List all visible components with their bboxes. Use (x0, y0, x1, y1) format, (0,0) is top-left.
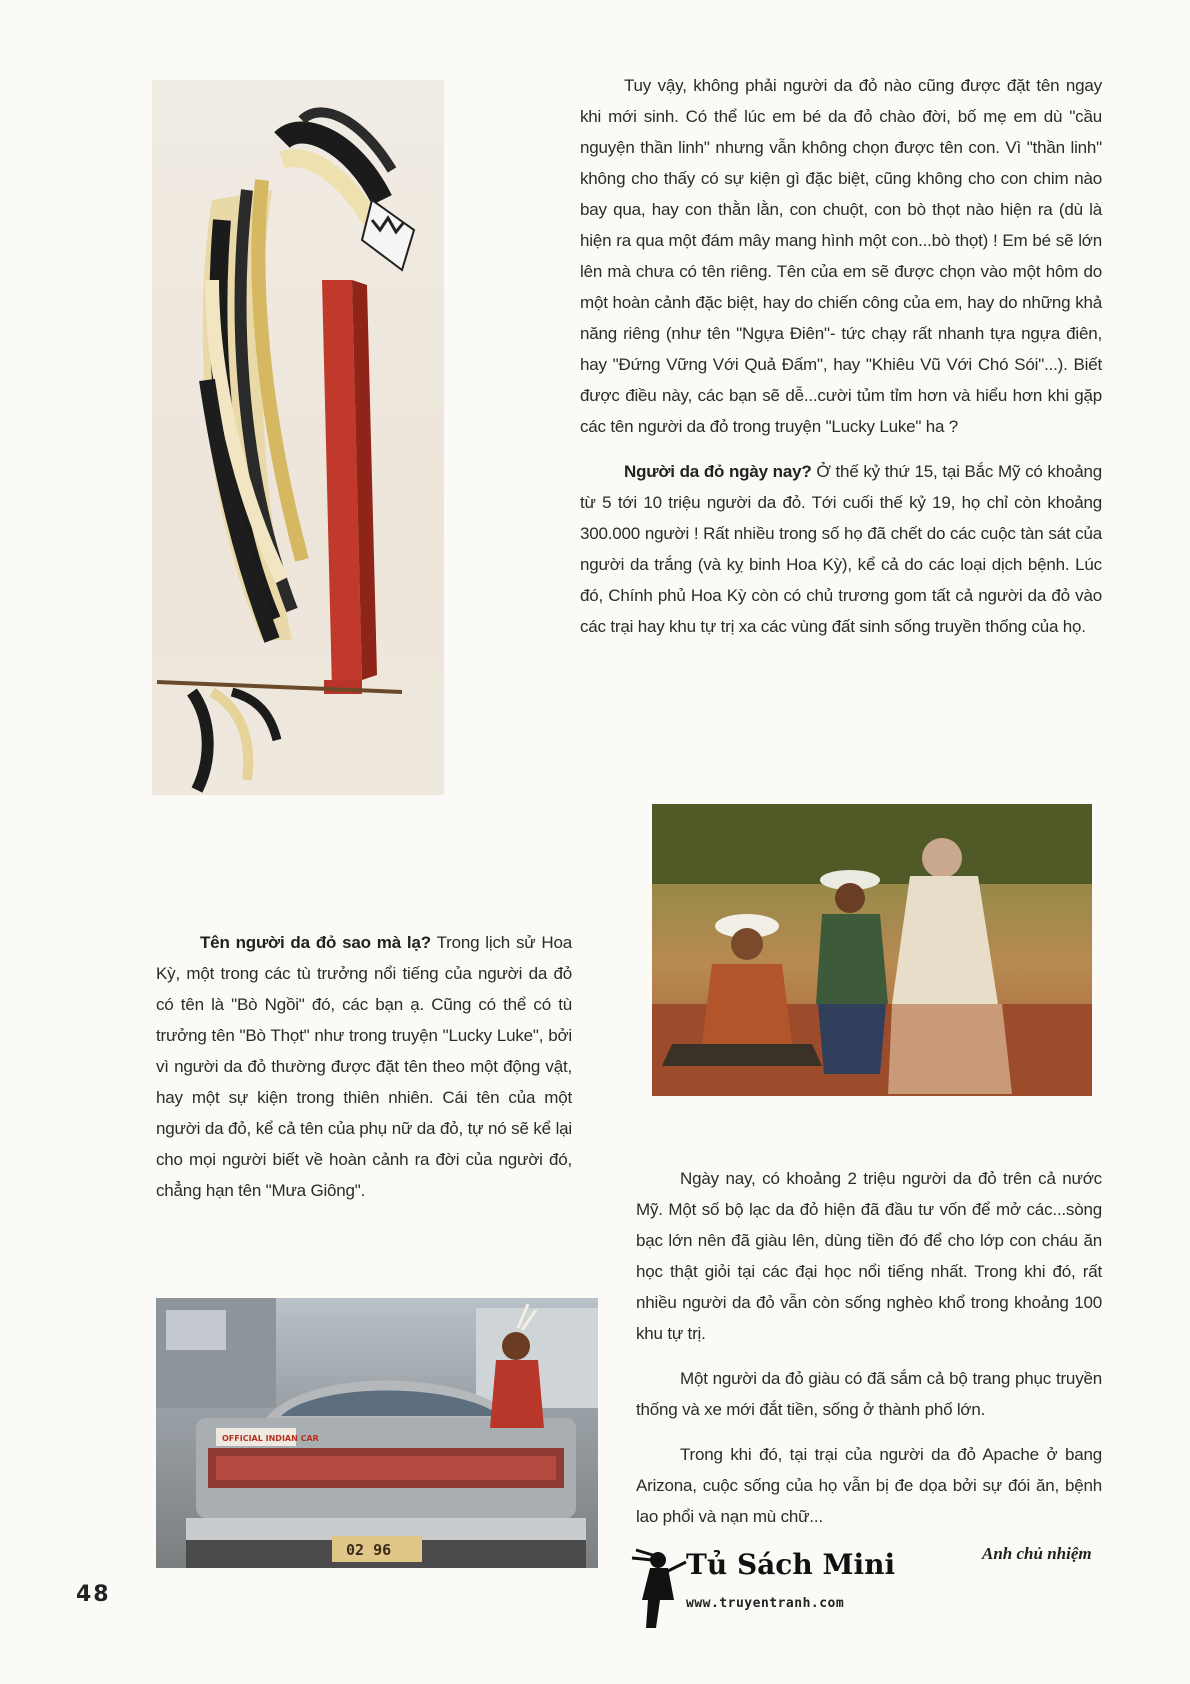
page-number: 48 (76, 1582, 111, 1607)
paragraph-today (580, 456, 1102, 642)
license-plate: 02 96 (346, 1541, 392, 1559)
paragraph-now: Ngày nay, có khoảng 2 triệu người da đỏ trên cả nước Mỹ. Một số bộ lạc da đỏ hiện đã đầu tư vốn để mở các...sòng bạc lớn nên đã giàu lên, dùng tiền đó để cho lớp con cháu ăn học thật giỏi tại các đại học nổi tiếng nhất. Trong khi đó, rất nhiều người da đỏ vẫn còn sống nghèo khổ trong khoảng 100 khu tự trị. (636, 1169, 1102, 1343)
car-photo (156, 1298, 598, 1568)
article-column-top-right (580, 70, 1102, 656)
headdress-photo (152, 80, 444, 795)
paragraph-today-text: Ở thế kỷ thứ 15, tại Bắc Mỹ có khoảng từ 5 tới 10 triệu người da đỏ. Tới cuối thế kỷ 19, họ chỉ còn khoảng 300.000 người ! Rất nhiều trong số họ đã chết do các cuộc tàn sát của người da trắng (và kỵ binh Hoa Kỳ), kể cả do các loại dịch bệnh. Lúc đó, Chính phủ Hoa Kỳ còn có chủ trương gom tất cả người da đỏ vào các trại hay khu tự trị xa các vùng đất sinh sống truyền thống của họ. (580, 462, 1102, 636)
paragraph-naming: Tuy vậy, không phải người da đỏ nào cũng được đặt tên ngay khi mới sinh. Có thể lúc em bé da đỏ chào đời, bố mẹ em dù "cầu nguyện thần linh" nhưng vẫn không chọn được tên con. Vì "thần linh" không cho thấy có sự kiện gì đặc biệt, cũng không cho con chim nào bay qua, hay con thằn lằn, con chuột, con bò thọt nào hiện ra (dù là hiện ra qua một đám mây mang hình một con...bò thọt) ! Em bé sẽ lớn lên mà chưa có tên riêng. Tên của em sẽ được chọn vào một hôm do một hoàn cảnh đặc biệt, hay do chiến công của em, hay do những khả năng riêng (như tên "Ngựa Điên"- tức chạy rất nhanh tựa ngựa điên, hay "Đứng Vững Với Quả Đấm", hay "Khiêu Vũ Với Chó Sói"...). Biết được điều này, các bạn sẽ dễ...cười tủm tỉm hơn và hiểu hơn khi gặp các tên người da đỏ trong truyện "Lucky Luke" ha ? (580, 76, 1102, 436)
paragraph-apache: Trong khi đó, tại trại của người da đỏ Apache ở bang Arizona, cuộc sống của họ vẫn bị đe dọa bởi sự đói ăn, bệnh lao phổi và nạn mù chữ... (636, 1445, 1102, 1526)
warrior-silhouette-icon (630, 1542, 690, 1632)
elders-photo (652, 804, 1092, 1096)
publisher-logo (630, 1542, 900, 1632)
paragraph-rich: Một người da đỏ giàu có đã sắm cả bộ trang phục truyền thống và xe mới đắt tiền, sống ở thành phố lớn. (636, 1369, 1102, 1419)
paragraph-names (156, 927, 572, 1206)
logo-url: www.truyentranh.com (686, 1596, 845, 1611)
subheading-today: Người da đỏ ngày nay? (624, 462, 812, 481)
article-column-middle-left (156, 927, 572, 1220)
author-signature: Anh chủ nhiệm (982, 1544, 1092, 1563)
paragraph-names-text: Trong lịch sử Hoa Kỳ, một trong các tù trưởng nổi tiếng của người da đỏ có tên là "Bò Ngồi" đó, các bạn ạ. Cũng có thể có tù trưởng tên "Bò Thọt" như trong truyện "Lucky Luke", bởi vì người da đỏ thường được đặt tên theo một động vật, hay một sự kiện trong thiên nhiên. Cái tên của một người da đỏ, kể cả tên của phụ nữ da đỏ, tự nó sẽ kể lại cho mọi người biết về hoàn cảnh ra đời của người đó, chẳng hạn tên "Mưa Giông". (156, 933, 572, 1200)
logo-title: Tủ Sách Mini (686, 1548, 896, 1581)
article-column-bottom-right (636, 1163, 1102, 1546)
car-sticker: OFFICIAL INDIAN CAR (222, 1434, 319, 1443)
subheading-names: Tên người da đỏ sao mà lạ? (200, 933, 431, 952)
